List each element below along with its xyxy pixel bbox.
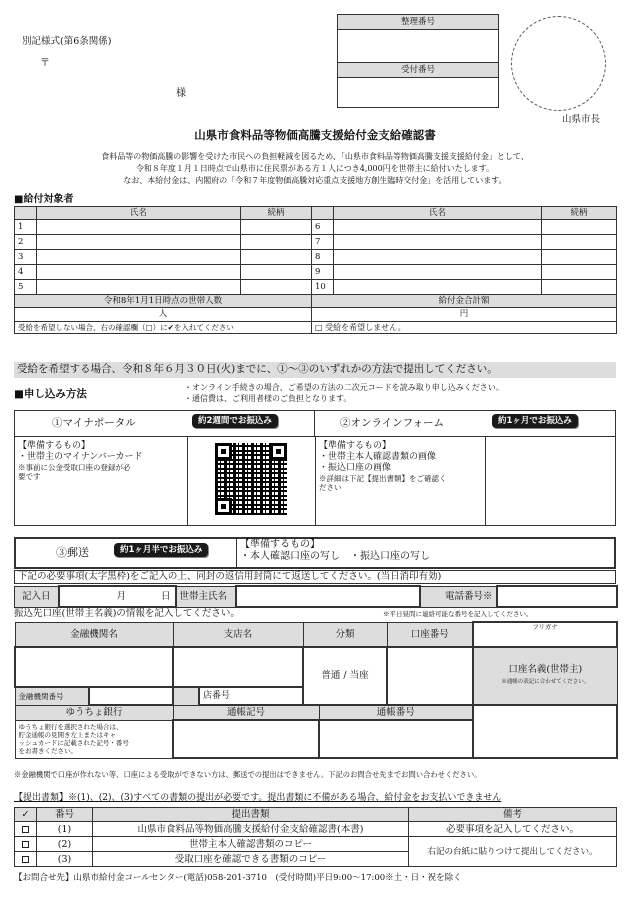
- docs-table: [14, 807, 617, 867]
- decline-checkbox[interactable]: □ 受給を希望しません。: [312, 321, 617, 334]
- yucho-note-line: 貯金通帳の見開き左上またはキャ: [18, 731, 116, 740]
- doc-name: 受取口座を確認できる書類のコピー: [93, 852, 409, 867]
- row-no: 1: [15, 220, 37, 235]
- rel-field[interactable]: [241, 265, 312, 280]
- row-no: 8: [312, 250, 334, 265]
- docs-heading: 【提出書類】※(1)、(2)、(3)すべての書類の提出が必要です。提出書類に不備がある場合、給付金をお支払いできません: [14, 793, 502, 803]
- divider: [315, 437, 316, 526]
- bank-instruction: 振込先口座(世帯主名義)の情報を記入してください。: [14, 608, 240, 619]
- method3-badge: 約1ヶ月半でお振込み: [114, 543, 208, 557]
- doc-checkbox[interactable]: [15, 852, 37, 867]
- row-no: 9: [312, 265, 334, 280]
- col-name: 氏名: [37, 207, 241, 220]
- method3-title: ③郵送: [56, 546, 89, 559]
- acct-type-field[interactable]: 普通 / 当座: [303, 647, 387, 705]
- target-heading: ■給付対象者: [14, 194, 74, 205]
- prep-note: 要です: [18, 472, 41, 481]
- rel-field[interactable]: [542, 220, 617, 235]
- bank-warning: ※金融機関で口座が作れない等、口座による受取ができない方は、郵送での提出はできません。下記のお問合せ先までお問い合わせください。: [14, 770, 482, 779]
- mynaportal-qr-code[interactable]: [215, 443, 287, 515]
- rel-field[interactable]: [542, 265, 617, 280]
- total-label: 給付金合計額: [312, 295, 617, 308]
- phone-note: ※平日昼間に連絡可能な番号を記入してください。: [383, 610, 533, 618]
- doc-checkbox[interactable]: [15, 822, 37, 837]
- prep-item: ・世帯主のマイナンバーカード: [18, 452, 143, 462]
- tsucho-kigo-field[interactable]: [173, 720, 319, 758]
- row-no: 10: [312, 280, 334, 295]
- branch-code-label: 店番号: [203, 690, 231, 701]
- uketsuke-no-field: [338, 78, 499, 108]
- method2-title: ②オンラインフォーム: [340, 417, 445, 429]
- holder-note: ※通帳の表記に合わせてください。: [501, 679, 590, 685]
- method1-title: ①マイナポータル: [52, 417, 136, 429]
- prep-note: ※詳細は下記【提出書類】をご確認く: [319, 474, 447, 483]
- rel-field[interactable]: [542, 280, 617, 295]
- prep-head: 【準備するもの】: [18, 441, 91, 451]
- divider: [236, 537, 237, 569]
- docs-col-doc: 提出書類: [93, 808, 409, 822]
- total-field[interactable]: 円: [312, 308, 617, 321]
- office-use-table: [337, 14, 499, 108]
- acct-type-label: 分類: [303, 622, 387, 647]
- row-no: 5: [15, 280, 37, 295]
- date-field[interactable]: [59, 586, 176, 607]
- apply-note: ・オンライン手続きの場合、ご希望の方法の二次元コードを読み取り申し込みください。: [184, 383, 504, 392]
- decline-note: 受給を希望しない場合、右の確認欄（□）に✔を入れてください: [15, 321, 312, 334]
- rel-field[interactable]: [241, 235, 312, 250]
- name-field[interactable]: [334, 250, 542, 265]
- yucho-note: [15, 720, 173, 758]
- intro: [0, 151, 630, 187]
- doc-note: 必要事項を記入してください。: [409, 822, 617, 837]
- name-field[interactable]: [334, 280, 542, 295]
- method1-badge: 約2週間でお振込み: [192, 414, 278, 428]
- yucho-note-line: をお書きください。: [18, 747, 77, 756]
- seiri-no-field: [338, 30, 499, 63]
- prep-head: 【準備するもの】: [319, 441, 392, 451]
- prep-note: ※事前に公金受取口座の登録が必: [18, 463, 131, 472]
- uketsuke-no-label: 受付番号: [338, 63, 499, 78]
- head-name-label: 世帯主氏名: [176, 586, 236, 607]
- row-no: 7: [312, 235, 334, 250]
- acct-no-field[interactable]: [387, 647, 473, 705]
- seal-circle: [511, 16, 606, 111]
- bank-code-label: 金融機関番号: [15, 687, 89, 705]
- name-field[interactable]: [37, 235, 241, 250]
- household-label: 令和8年1月1日時点の世帯人数: [15, 295, 312, 308]
- col-name: 氏名: [334, 207, 542, 220]
- tsucho-kigo-label: 通帳記号: [173, 705, 319, 720]
- prep-item: ・振込口座の画像: [319, 463, 392, 473]
- prep-note: ださい: [319, 483, 342, 492]
- mayor-label: 山県市長: [562, 114, 601, 125]
- doc-name: 山県市食料品等物価高騰支援給付金支給確認書(本書): [93, 822, 409, 837]
- recipient-table: [14, 206, 617, 334]
- rel-field[interactable]: [241, 220, 312, 235]
- branch-code-spacer: [173, 687, 199, 705]
- applicant-table: [14, 585, 618, 608]
- row-no: 4: [15, 265, 37, 280]
- date-day: 日: [161, 590, 171, 602]
- contact-info: 【お問合せ先】山県市給付金コールセンター(電話)058-201-3710 (受付時間)平日9:00～17:00※土・日・祝を除く: [14, 873, 462, 883]
- rel-field[interactable]: [241, 280, 312, 295]
- apply-note: ・通信費は、ご利用者様のご負担となります。: [184, 394, 352, 403]
- tsucho-no-label: 通帳番号: [319, 705, 473, 720]
- prep-item: ・世帯主本人確認書類の画像: [319, 452, 437, 462]
- date-label: 記入日: [15, 586, 59, 607]
- phone-field[interactable]: [497, 586, 617, 607]
- bank-name-field[interactable]: [15, 647, 173, 687]
- col-rel: 続柄: [241, 207, 312, 220]
- row-no: 2: [15, 235, 37, 250]
- bank-table: [14, 621, 618, 759]
- mail-instruction: 下記の必要事項(太字黒枠)をご記入の上、同封の返信用封筒にて返送してください。(当日消印有効): [14, 570, 616, 584]
- name-field[interactable]: [334, 265, 542, 280]
- acct-no-label: 口座番号: [387, 622, 473, 647]
- intro-line: 食料品等の物価高騰の影響を受けた市民への負担軽減を図るため、「山県市食料品等物価高騰支援支援給付金」として、: [101, 152, 529, 161]
- name-field[interactable]: [37, 220, 241, 235]
- doc-checkbox[interactable]: [15, 837, 37, 852]
- tsucho-no-field[interactable]: [319, 720, 473, 758]
- name-field[interactable]: [37, 250, 241, 265]
- rel-field[interactable]: [542, 250, 617, 265]
- divider: [187, 437, 188, 526]
- method2-badge: 約1ヶ月でお振込み: [492, 414, 578, 428]
- doc-no: (1): [37, 822, 93, 837]
- head-name-field[interactable]: [236, 586, 420, 607]
- bank-code-field[interactable]: [89, 687, 173, 705]
- doc-name: 世帯主本人確認書類のコピー: [93, 837, 409, 852]
- row-no: 6: [312, 220, 334, 235]
- rel-field[interactable]: [241, 250, 312, 265]
- doc-no: (2): [37, 837, 93, 852]
- deadline-banner: 受給を希望する場合、令和８年６月３０日(火)までに、①～③のいずれかの方法で提出してください。: [14, 362, 616, 378]
- branch-code-field[interactable]: [199, 687, 303, 705]
- apply-heading: ■申し込み方法: [14, 388, 87, 400]
- intro-line: なお、本給付金は、内閣府の「令和７年度物価高騰対応重点支援地方創生臨時交付金」を活用しています。: [123, 176, 507, 185]
- yucho-note-line: ゆうちょ銀行を選択された場合は、: [18, 723, 123, 732]
- method1-prep: [18, 441, 143, 481]
- phone-label: 電話番号※: [420, 586, 497, 607]
- docs-col-no: 番号: [37, 808, 93, 822]
- intro-line: 令和８年度１月１日時点で山県市に住民票がある方１人につき4,000円を世帯主に給付いたします。: [135, 164, 495, 173]
- branch-name-label: 支店名: [173, 622, 303, 647]
- rel-field[interactable]: [542, 235, 617, 250]
- prep-head: 【準備するもの】: [240, 539, 320, 550]
- household-field[interactable]: 人: [15, 308, 312, 321]
- apply-notes: [184, 382, 504, 404]
- furigana-label: フリガナ: [473, 622, 617, 647]
- col-rel: 続柄: [542, 207, 617, 220]
- page-title: 山県市食料品等物価高騰支援給付金支給確認書: [194, 128, 436, 142]
- method3-prep: [240, 539, 430, 563]
- date-month: 月: [116, 590, 127, 602]
- branch-name-field[interactable]: [173, 647, 303, 687]
- form-label: 別記様式(第6条関係): [22, 36, 112, 47]
- method2-prep: [319, 441, 447, 492]
- yucho-note-line: ッシュカードに記載された記号・番号: [18, 739, 129, 748]
- prep-item: ・本人確認口座の写し ・振込口座の写し: [240, 551, 430, 562]
- holder-label-text: 口座名義(世帯主): [508, 664, 583, 675]
- doc-note-23: 右記の台紙に貼りつけて提出してください。: [409, 837, 617, 867]
- docs-col-note: 備考: [409, 808, 617, 822]
- name-field[interactable]: [37, 265, 241, 280]
- bank-name-label: 金融機関名: [15, 622, 173, 647]
- seiri-no-label: 整理番号: [338, 15, 499, 30]
- postal-mark: 〒: [40, 58, 50, 69]
- name-field[interactable]: [334, 235, 542, 250]
- yucho-label: ゆうちょ銀行: [15, 705, 173, 720]
- doc-no: (3): [37, 852, 93, 867]
- name-field[interactable]: [37, 280, 241, 295]
- row-no: 3: [15, 250, 37, 265]
- name-field[interactable]: [334, 220, 542, 235]
- docs-col-check: ✓: [15, 808, 37, 822]
- divider: [485, 437, 486, 526]
- sama-label: 様: [176, 88, 186, 99]
- holder-name-field[interactable]: [473, 705, 617, 758]
- holder-label: [473, 647, 617, 705]
